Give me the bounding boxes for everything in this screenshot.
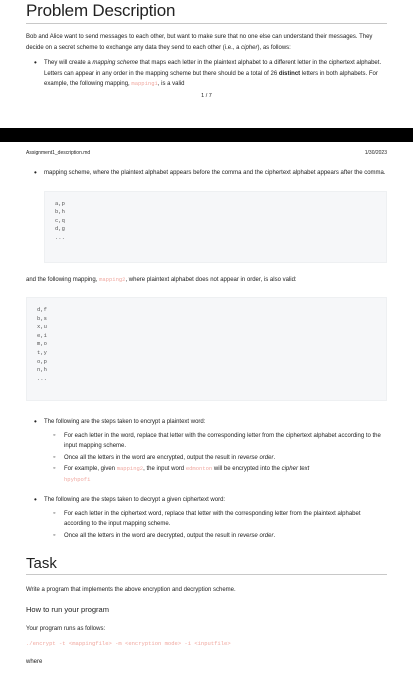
code-line: t,y	[37, 348, 47, 356]
mapping2-codeblock	[26, 297, 387, 401]
mapping2-intro-post: , where plaintext alphabet does not appear in order, is also valid:	[125, 276, 297, 283]
decrypt-step-2-em: reverse order	[237, 532, 274, 539]
encrypt-heading: The following are the steps taken to encrypt a plaintext word:	[44, 419, 206, 425]
code-line: d,f	[37, 306, 47, 313]
encrypt-step-3	[44, 464, 387, 485]
code-line: x,u	[37, 323, 47, 331]
run-command: ./encrypt -t <mappingfile> -m <encryption mode> -i <inputfile>	[26, 640, 231, 647]
code-line: n,h	[37, 366, 47, 374]
bullet-post: letters in both alphabets. For example, the following mapping,	[44, 70, 378, 87]
decrypt-bullet	[26, 495, 387, 541]
intro-paragraph	[26, 32, 387, 53]
encrypt-step-3-mid: , the input word	[143, 466, 186, 472]
code-line: c,q	[55, 216, 65, 224]
document-page-1	[0, 0, 413, 128]
task-text: Write a program that implements the above encryption and decryption scheme.	[26, 587, 236, 593]
encrypt-bullet	[26, 417, 387, 485]
page-break-bar	[0, 128, 413, 142]
encrypt-step-3-code1: mapping2	[116, 465, 144, 472]
code-line: e,i	[37, 331, 47, 339]
code-line: ...	[55, 233, 65, 241]
code-line: b,s	[37, 314, 47, 322]
encrypt-step-3-pre: For example, given	[64, 466, 117, 472]
continued-text: mapping scheme, where the plaintext alphabet appears before the comma and the ciphertext alphabet appears after the comma.	[44, 170, 386, 176]
code-line: d,g	[55, 225, 65, 233]
page-title: Problem Description	[26, 1, 176, 20]
mapping1-codeblock	[44, 191, 387, 263]
encrypt-step-3-code3: hpyhpofi	[64, 475, 91, 483]
continued-list	[26, 168, 387, 179]
page-number: 1 / 7	[201, 92, 212, 99]
encrypt-step-2	[44, 453, 387, 464]
decrypt-steps	[44, 509, 387, 542]
task-title: Task	[26, 555, 57, 572]
encrypt-step-2-em: reverse order	[237, 454, 274, 461]
encrypt-step-2-pre: Once all the letters in the word are encrypted, output the result in	[64, 454, 238, 461]
bullet-code: mapping1	[131, 80, 158, 87]
page-header	[26, 142, 387, 156]
scheme-bullet	[26, 58, 387, 90]
where-text: where	[26, 659, 43, 665]
code-line: ...	[37, 374, 47, 382]
decrypt-step-2-post: .	[273, 532, 276, 539]
continued-item	[26, 168, 387, 179]
steps-list	[26, 417, 387, 541]
decrypt-step-1-text: For each letter in the ciphertext word, replace that letter with the corresponding letter from the plaintext alphabet according to the input mapping scheme.	[64, 510, 361, 527]
bullet-bold: distinct	[278, 70, 301, 77]
bullet-mid: that maps each letter in the plaintext alphabet to a different letter in the ciphertext alphabet. Letters can appear in any order in the mapping scheme but there should be a total of 26	[44, 60, 382, 77]
encrypt-step-1	[44, 431, 387, 452]
intro-text: Bob and Alice want to send messages to each other, but want to make sure that no one else can understand their messages. They decide on a secret scheme to exchange any data they send to each other (i.e., a	[26, 34, 373, 51]
encrypt-step-3-code2: edmonton	[185, 465, 213, 472]
title-underline	[26, 23, 387, 24]
encrypt-steps	[44, 431, 387, 486]
intro-end: ), as follows:	[257, 44, 291, 51]
scheme-list	[26, 58, 387, 90]
header-filename: Assignment1_description.md	[26, 150, 91, 156]
header-date: 1/30/2023	[364, 150, 387, 156]
intro-cipher: cipher	[241, 44, 258, 51]
runs-text: Your program runs as follows:	[26, 625, 106, 632]
task-underline	[26, 574, 387, 575]
howto-title: How to run your program	[26, 604, 109, 614]
decrypt-heading: The following are the steps taken to decrypt a given ciphertext word:	[44, 497, 226, 503]
code-line: o,p	[37, 357, 47, 365]
encrypt-step-3-mid2: will be encrypted into the	[212, 466, 282, 472]
code-line: m,o	[37, 340, 47, 348]
encrypt-step-3-em: cipher text	[281, 466, 310, 472]
document-page-2	[0, 142, 413, 700]
encrypt-step-1-text: For each letter in the word, replace that letter with the corresponding letter from the ciphertext alphabet according to the input mapping scheme.	[64, 432, 381, 449]
mapping2-intro-pre: and the following mapping,	[26, 276, 100, 283]
code-line: a,p	[55, 199, 65, 207]
bullet-em: mapping scheme	[92, 60, 139, 66]
bullet-pre: They will create a	[44, 60, 93, 66]
decrypt-step-1	[44, 509, 387, 530]
mapping2-intro	[26, 275, 387, 286]
decrypt-step-2	[44, 531, 387, 542]
code-line: b,h	[55, 208, 65, 216]
encrypt-step-2-post: .	[273, 454, 276, 461]
bullet-end: , is a valid	[157, 81, 185, 87]
mapping2-intro-code: mapping2	[99, 275, 126, 283]
decrypt-step-2-pre: Once all the letters in the word are decrypted, output the result in	[64, 532, 238, 539]
